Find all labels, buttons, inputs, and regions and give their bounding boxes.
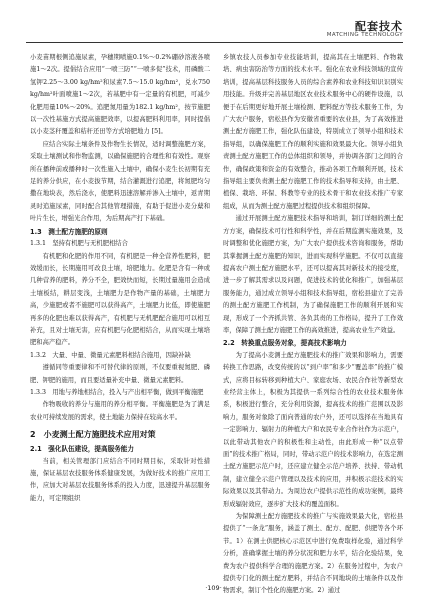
page-header (26, 18, 403, 50)
left-column (30, 52, 210, 505)
paragraph: 应结合实际土壤条件及作物生长情况，适时调整施肥方案，采取土壤测试和作物监测，以确保施肥的合理性和有效性。观察所在播种前或播种时一次性施入土壤中，确保小麦生长初期有充足的养分供应，在小麦拔节期，结合灌溉进行追肥，将氮肥均匀撒在地块表，然后浇水，使肥料迅速溶解并渗入土壤中，返青期灵时追施尿素，同时配合其他管理措施，有助于促进小麦分蘖和叶片生长，增强光合作用，为后期高产打下基础。 (30, 140, 210, 223)
paragraph: 作物吸收的养分与施用的养分相平衡。平衡施肥是为了满足农业可持续发展的需求，使土地能力保持在较高水平。 (30, 401, 210, 421)
page-number: ·109· (205, 584, 222, 592)
section-title: 配套技术 (355, 20, 403, 33)
sub-subsection-heading: 1.3.2 大量、中量、微量元素肥料相结合施用，因缺补缺 (30, 351, 191, 359)
subsection-heading: 2.2 转换重点服务对象，提高技术影响力 (223, 339, 347, 348)
subsection-heading: 2.1 强化队伍建设，提高服务能力 (30, 445, 134, 454)
paragraph: 遵循同等重要律和不可替代律的原则，不仅要重视氮肥、磷肥、钾肥的施用，而且要适量补充中量、微量元素肥料。 (30, 364, 210, 384)
paragraph: 有机肥和化肥的作用不同，有机肥是一种全营养性肥料，肥效缓而长，长期施用可改良土壤，培肥地力。化肥是含有一种或几种营养的肥料，养分不全，肥效快而短，长期过量施用会造成土壤板结，耕层变浅，土壤肥力是作物产量的基础，土壤肥力高，少施肥或者不施肥可以获得高产，土壤肥力比低，即使施肥再多的化肥也难以获得高产，有机肥与无机肥配合施用可以相互补充，且对土壤无害，应有机肥与化肥相结合，从而实现土壤培肥和高产稳产。 (30, 252, 210, 347)
paragraph: 当前，相关管理部门应结合不同时期目标，采取针对性措施，保证基层农技服务体系健康发展，为做好技术的推广应用工作，应加大对基层农技服务体系的投入力度，迅速提升基层服务能力，可定期组织 (30, 457, 210, 502)
paragraph: 为了提高小麦测土配方施肥技术的推广效果和影响力，需要转换工作思路，改变传统的以“到户率”和多少“覆盖率”的推广模式，应将目标转移到种植大户、家庭农场、农民合作社等新型农业经营主体上，积极为其提供一系列综合性的农业技术服务体系，积极进行整合，充分利用资源，提高技术的推广范围以及影响力，服务对象除了面向普通的农户外，还可以选择在当地具有一定影响力、辐射力的种植大户和农民专业合作社作为示范户，以此带动其他农户的积极性和主动性，由此形成一种“以点带面”的技术推广格局，同时，带动示范户的技术影响力，在选定测土配方施肥示范户时，还应建立健全示范户培养、扶持、带动机制，建立健全示范户管理以及技术的应用，并积极示范技术的实际效果以及其带动力。为周边农户提供示范性的成功案例，最终形成辐射效应，逐步扩大技术的覆盖面积。 (223, 351, 403, 508)
sub-subsection-heading: 1.3.3 用地与养地相结合，投入与产出相平衡，做到平衡施肥 (30, 388, 204, 396)
paragraph: 小麦苗期根侧追施尿素，孕穗期喷施0.1%～0.2%硼砂溶液各喷施1～2次。提倡结合应用“一喷三防”“一喷多促”技术，用磷酸二氢钾2.25～3.00 kg/hm²和尿素7.5～15.0 kg/hm²，兑水750 kg/hm²叶面喷施1～2次，若基肥中有一定量的有机肥，可减少化肥用量10%～20%。追肥氮用量为182.1 kg/hm²，按节施肥以一次性基施方式提高施肥效率，以提高肥料利用率，同时提倡以小麦茎秆覆盖和秸秆还田等方式培肥地力 [5]。 (30, 54, 210, 136)
section-subtitle: MATCHING TECHNOLOGY (326, 32, 403, 38)
section-heading: 2 小麦测土配方施肥技术应用对策 (30, 430, 156, 440)
right-column (223, 52, 403, 598)
paragraph: 通过开展测土配方施肥技术指导和培训，制订详细的测土配方方案，确保技术可行性和科学性，并在后期监测实施效果，及时调整和优化施肥方案，为广大农户提供技术咨询和服务，帮助其掌握测土配方施肥的知识，进而实现科学施肥。不仅可以直接提高农户测土配方施肥水平，还可以提高其对新技术的接受度，进一步了解其需求以及问题，促进技术的优化和推广，加强基层服务能力，通过成立领导小组和技术指导组，宿松县建立了完善的测土配方施肥工作机制，为了确保施肥工作的顺利开展和实现，形成了一个齐抓共管、各负其责的工作格局，提升了工作效率，保障了测土配方施肥工作的高效推进，提高农业生产效益。 (223, 215, 403, 334)
paragraph: 为保障测土配方施肥技术的推广与实施效果最大化，宿松县提供了“一条龙”服务，涵盖了测土、配方、配肥、供肥等各个环节。1）在测土供肥核心示范区中进行免费取样化验，通过科学分析，准确掌握土壤的养分状况和肥力水平，结合化验结果，免费为农户提供科学合理的施肥方案。2）在服务过程中，为农户提供专门化的测土配方肥料，并结合不同地块的土壤条件以及作物需求，制订个性化的施肥方案。2）通过 (223, 513, 403, 595)
subsection-heading: 1.3 测土配方施肥的原则 (30, 227, 108, 236)
paragraph: 乡镇农技人员参加专业技能培训，提高其在土壤肥料、作物栽培、病虫害防治等方面的技术水平。强化在农业科技领域的宣传培训，提高基层科技服务人员的综合素养和农业科技知识识别实用技能。升级并完善基层地区农业技术服务中心的硬件设施，以便于在后期更好地开展土壤检测、肥料配方等技术服务工作，为广大农户服务，宿松县作为安徽省重要的农业县，为了高效推进测土配方施肥工作，强化队伍建设，特别成立了领导小组和技术指导组，以确保施肥工作的顺利实施和效果最大化。领导小组负责测土配方施肥工作的总体组织和领导，并协调各部门之间的合作，确保政策和资金的有效整合，推动各项工作顺利开展，技术指导组主要负责测土配方施肥工作的技术指导和支持，由土肥、植保、栽培、环保、科教等专业的技术骨干和农业技术推广专家组成，从而为测土配方施肥过程提供技术和组织保障。 (223, 54, 403, 210)
header-divider (26, 42, 403, 43)
sub-subsection-heading: 1.3.1 坚持有机肥与无机肥相结合 (30, 240, 128, 248)
